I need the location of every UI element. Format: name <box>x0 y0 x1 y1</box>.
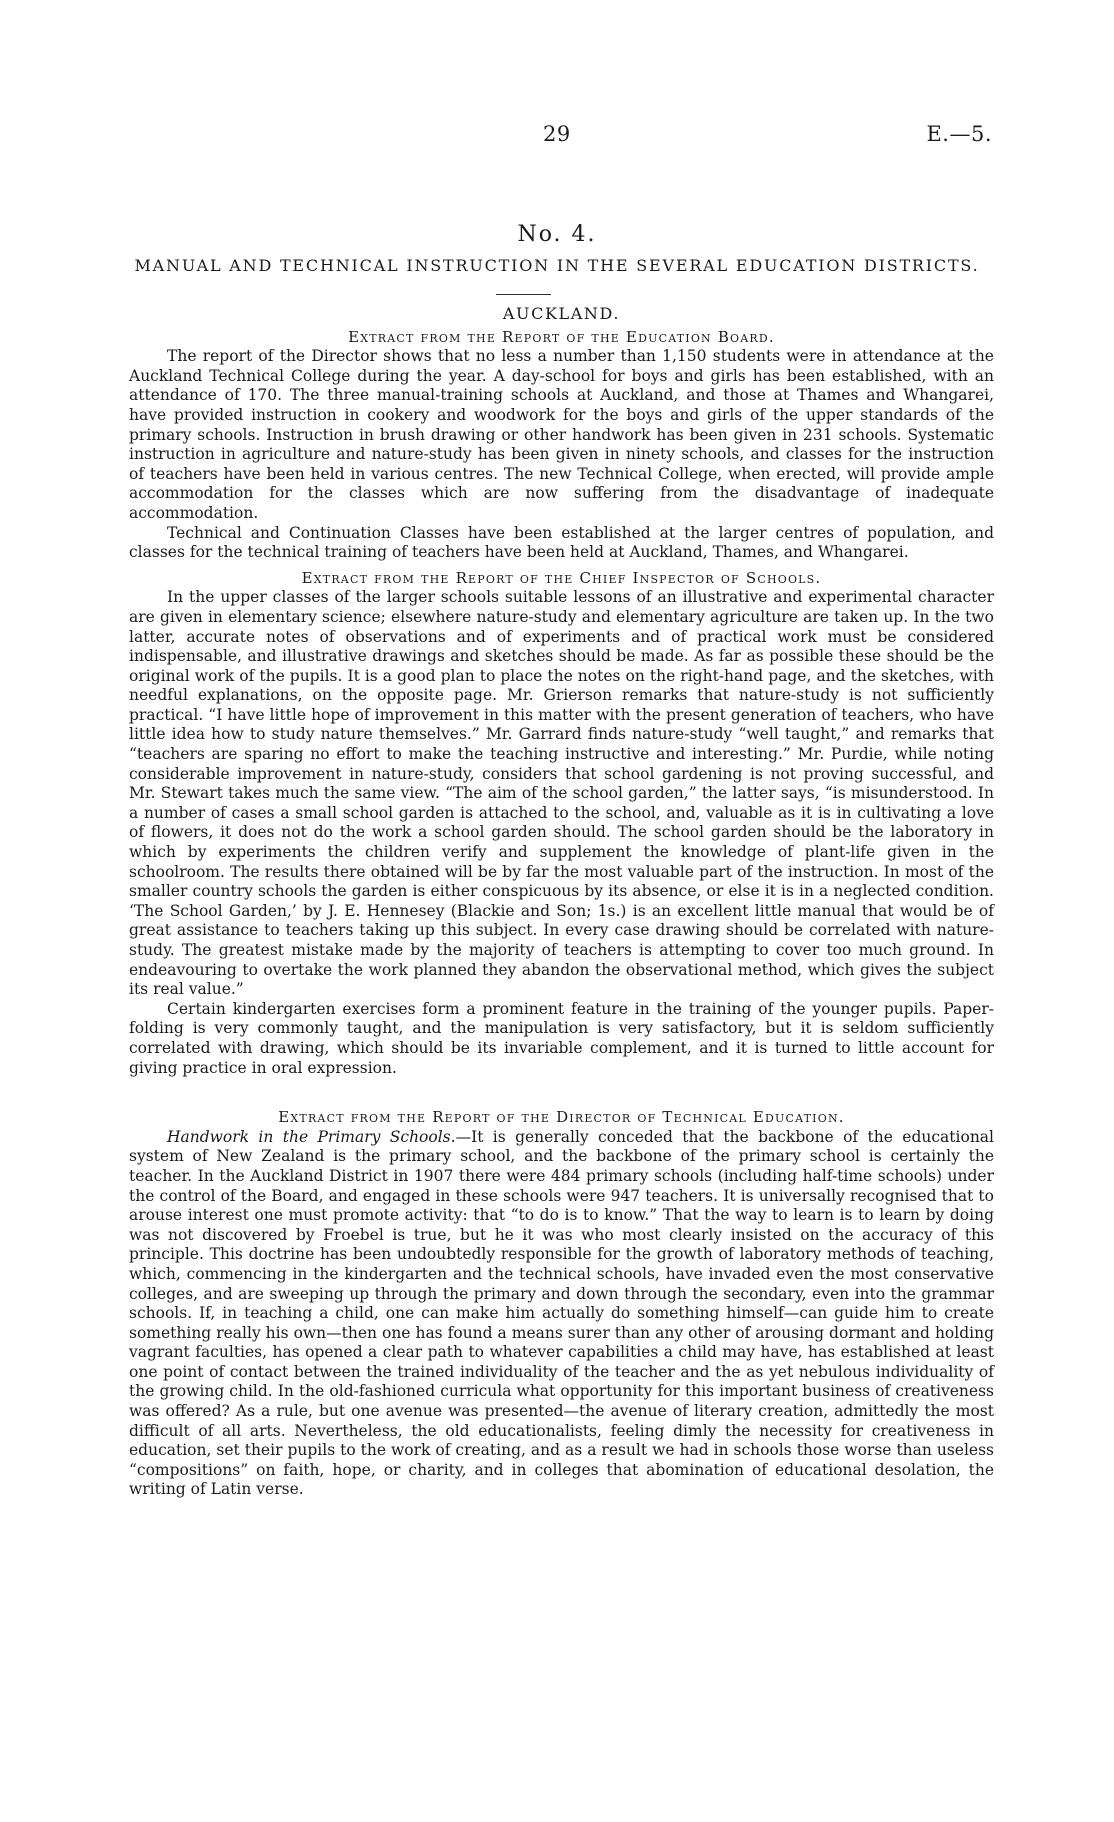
board-extract-heading: Extract from the Report of the Education Board. <box>348 327 775 346</box>
document-reference: E.—5. <box>926 122 992 146</box>
page-number: 29 <box>543 122 571 146</box>
inspector-paragraph: In the upper classes of the larger schools suitable lessons of an illustrative and experimental character are given in elementary science; elsewhere nature-study and elementary agriculture are taken up. In the two latter, accurate notes of observations and of experiments and of practical work must be considered indispensable, and illustrative drawings and sketches should be made. As far as possible these should be the original work of the pupils. It is a good plan to place the notes on the right-hand page, and the sketches, with needful explanations, on the opposite page. Mr. Grierson remarks that nature-study is not sufficiently practical. “I have little hope of improvement in this matter with the present generation of teachers, who have little idea how to study nature themselves.” Mr. Garrard finds nature-study “well taught,” and remarks that “teachers are sparing no effort to make the teaching instructive and interesting.” Mr. Purdie, while noting considerable improvement in nature-study, considers that school gardening is not proving successful, and Mr. Stewart takes much the same view. “The aim of the school garden,” the latter says, “is misunderstood. In a number of cases a small school garden is attached to the school, and, valuable as it is in cultivating a love of flowers, it does not do the work a school garden should. The school garden should be the laboratory in which by experiments the children verify and supplement the knowledge of plant-life given in the schoolroom. The results there obtained will be by far the most valuable part of the instruction. In most of the smaller country schools the garden is either conspicuous by its absence, or else it is in a neglected condition. ‘The School Garden,’ by J. E. Hennesey (Blackie and Son; 1s.) is an excellent little manual that would be of great assistance to teachers taking up this subject. In every case drawing should be correlated with nature-study. The greatest mistake made by the majority of teachers is attempting to cover too much ground. In endeavouring to overtake the work planned they abandon the observational method, which gives the subject its real value.” <box>129 588 994 999</box>
inspector-paragraph: Certain kindergarten exercises form a prominent feature in the training of the younger pupils. Paper-folding is very commonly taught, and the manipulation is very satisfactory, but it is seldom sufficiently correlated with drawing, which should be its invariable complement, and it is turned to little account for giving practice in oral expression. <box>129 999 994 1077</box>
inspector-extract-heading: Extract from the Report of the Chief Inspector of Schools. <box>301 568 822 587</box>
director-extract-heading: Extract from the Report of the Director of Technical Education. <box>278 1108 845 1127</box>
section-title: MANUAL AND TECHNICAL INSTRUCTION IN THE SEVERAL EDUCATION DISTRICTS. <box>134 256 980 275</box>
director-paragraph <box>129 1128 994 1500</box>
board-paragraph: The report of the Director shows that no less a number than 1,150 students were in attendance at the Auckland Technical College during the year. A day-school for boys and girls has been established, with an attendance of 170. The three manual-training schools at Auckland, and those at Thames and Whangarei, have provided instruction in cookery and woodwork for the boys and girls of the upper standards of the primary schools. Instruction in brush drawing or other handwork has been given in 231 schools. Systematic instruction in agriculture and nature-study has been given in ninety schools, and classes for the instruction of teachers have been held in various centres. The new Technical College, when erected, will provide ample accommodation for the classes which are now suffering from the disadvantage of inadequate accommodation. <box>129 347 994 522</box>
document-body <box>129 304 994 1500</box>
director-paragraph-body: —It is generally conceded that the backbone of the educational system of New Zealand is the primary school, and the backbone of the primary school is certainly the teacher. In the Auckland District in 1907 there were 484 primary schools (including half-time schools) under the control of the Board, and engaged in these schools were 947 teachers. It is universally recognised that to arouse interest one must promote activity: that “to do is to know.” That the way to learn is to learn by doing was not discovered by Froebel is true, but he it was who most clearly insisted on the accuracy of this principle. This doctrine has been undoubtedly responsible for the growth of laboratory methods of teaching, which, commencing in the kindergarten and the technical schools, have invaded even the most conservative colleges, and are sweeping up through the primary and down through the secondary, even into the grammar schools. If, in teaching a child, one can make him actually do something himself—can guide him to create something really his own—then one has found a means surer than any other of arousing dormant and holding vagrant faculties, has opened a clear path to whatever capabilities a child may have, has established at least one point of contact between the trained individuality of the teacher and the as yet nebulous individuality of the growing child. In the old-fashioned curricula what opportunity for this important business of creativeness was offered? As a rule, but one avenue was presented—the avenue of literary creation, admittedly the most difficult of all arts. Nevertheless, the old educationalists, feeling dimly the necessity for creativeness in education, set their pupils to the work of creating, and as a result we had in schools those worse than useless “compositions” on faith, hope, or charity, and in colleges that abomination of educational desolation, the writing of Latin verse. <box>129 1127 994 1499</box>
heading-divider <box>496 294 551 295</box>
board-paragraph: Technical and Continuation Classes have been established at the larger centres of population, and classes for the technical training of teachers have been held at Auckland, Thames, and Whangarei. <box>129 523 994 562</box>
section-number: No. 4. <box>517 222 597 247</box>
director-paragraph-lead: Handwork in the Primary Schools. <box>167 1127 456 1146</box>
district-heading: AUCKLAND. <box>502 304 621 323</box>
